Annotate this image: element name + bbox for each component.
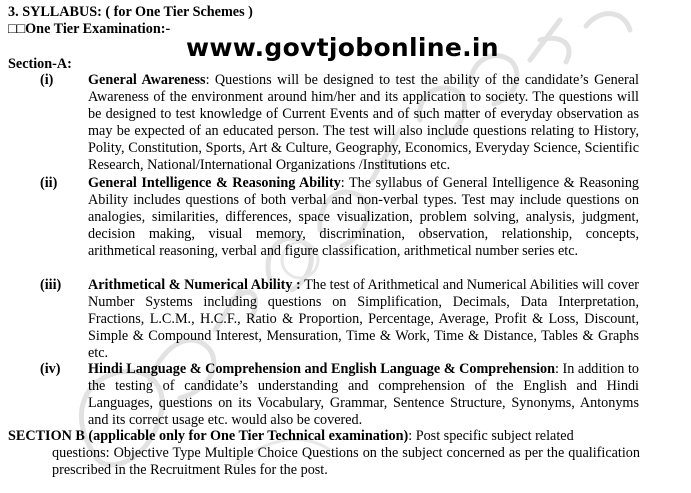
syllabus-item-general-intelligence [88, 175, 639, 260]
item-number: (iii) [40, 277, 62, 293]
syllabus-item-language [88, 361, 639, 429]
item-separator: : [555, 361, 563, 377]
section-a-label: Section-A: [8, 56, 72, 72]
item-text: Questions will be designed to test the ability of the candidate’s General Awareness of the environment around him/her and its application to society. The questions will be designed to test knowledge of Current Events and of such matter of everyday observation as may be expected of an educated person. The test will also include questions relating to History, Polity, Constitution, Sports, Art & Culture, Geography, Economics, Everyday Science, Scientific Research, National/International Organizations /Institutions etc. [88, 72, 639, 174]
section-b-title: SECTION B (applicable only for One Tier Technical examination) [8, 428, 409, 444]
syllabus-item-arithmetical [88, 277, 639, 362]
item-number: (i) [40, 72, 54, 88]
item-title: General Intelligence & Reasoning Ability [88, 175, 341, 191]
section-b-heading [8, 428, 640, 445]
item-title: Hindi Language & Comprehension and English Language & Comprehension [88, 361, 556, 377]
item-text: The test of Arithmetical and Numerical Abilities will cover Number Systems including questions on Simplification, Decimals, Data Interpretation, Fractions, L.C.M., H.C.F., Ratio & Proportion, Percentage, Average, Profit & Loss, Discount, Simple & Compound Interest, Mensuration, Time & Work, Time & Distance, Tables & Graphs etc. [88, 277, 639, 362]
item-number: (ii) [40, 175, 58, 191]
exam-heading-row [8, 21, 170, 38]
item-title: General Awareness [88, 72, 206, 88]
exam-heading-bullet: □□ [8, 21, 26, 37]
section-b-lead: : Post specific subject related [408, 428, 574, 444]
item-text: The syllabus of General Intelligence & Reasoning Ability includes questions of both verbal and non-verbal types. Test may include questions on analogies, similarities, differences, space visualization, problem solving, analysis, judgment, decision making, visual memory, discrimination, observation, relationship, concepts, arithmetical reasoning, verbal and figure classification, arithmetical number series etc. [88, 175, 640, 260]
exam-heading: One Tier Examination:- [25, 21, 171, 37]
syllabus-item-general-awareness [88, 72, 639, 175]
item-separator: : [205, 72, 215, 88]
section-b-text: questions: Objective Type Multiple Choice Questions on the subject concerned as per the qualification prescribed in the Recruitment Rules for the post. [52, 445, 640, 479]
item-text: In addition to the testing of candidate’s understanding and comprehension of the English and Hindi Languages, questions on its Vocabulary, Grammar, Sentence Structure, Synonyms, Antonyms and its correct usage etc. would also be covered. [88, 361, 639, 429]
syllabus-heading: 3. SYLLABUS: ( for One Tier Schemes ) [8, 4, 253, 20]
website-banner: www.govtjobonline.in [186, 33, 499, 62]
item-title: Arithmetical & Numerical Ability : [88, 277, 301, 293]
item-separator: : [340, 175, 349, 191]
item-number: (iv) [40, 361, 61, 377]
